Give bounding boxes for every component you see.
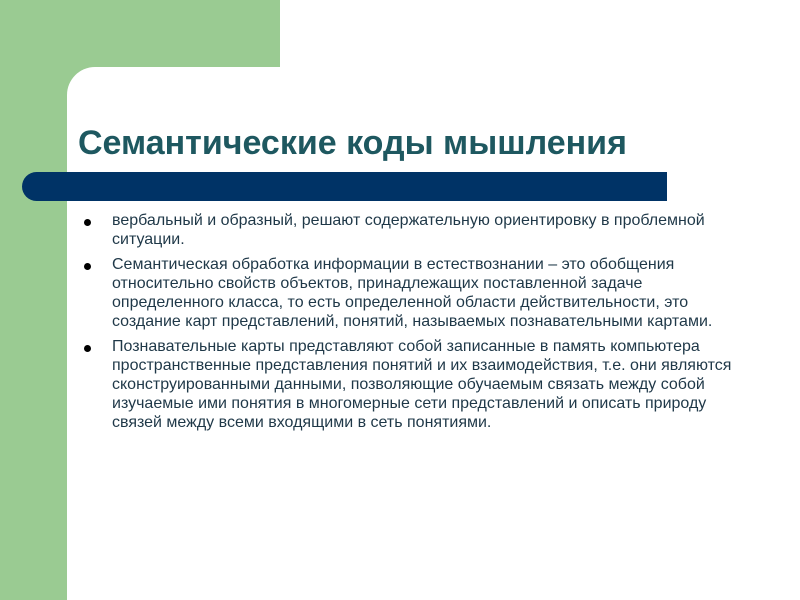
bullet-item: [84, 211, 744, 249]
bullet-list: [84, 211, 744, 438]
bullet-dot-icon: [84, 345, 91, 352]
title-underline-bar: [22, 172, 667, 201]
bullet-dot-icon: [84, 263, 91, 270]
bullet-dot-icon: [84, 219, 91, 226]
bullet-item: [84, 337, 744, 432]
bullet-text: Познавательные карты представляют собой записанные в память компьютера пространственные представления понятий и их взаимодействия, т.е. они являются сконструированными данными, позволяющие обучаемым связать между собой изучаемые ими понятия в многомерные сети представлений и описать природу связей между всеми входящими в сеть понятиями.: [112, 338, 732, 431]
bullet-text: Семантическая обработка информации в естествознании – это обобщения относительно свойств объектов, принадлежащих поставленной задаче определенного класса, то есть определенной области действительности, это создание карт представлений, понятий, называемых познавательными картами.: [112, 256, 713, 330]
bullet-item: [84, 255, 744, 331]
slide-title: Семантические коды мышления: [78, 124, 627, 162]
bullet-text: вербальный и образный, решают содержательную ориентировку в проблемной ситуации.: [112, 212, 705, 248]
